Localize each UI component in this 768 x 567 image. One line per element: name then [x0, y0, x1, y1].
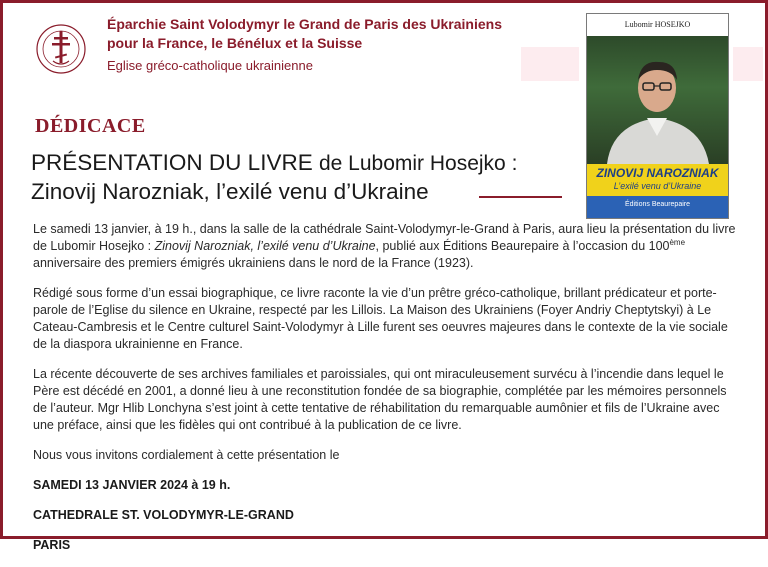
- article-body: [33, 221, 743, 567]
- cover-book-subtitle: L’exilé venu d’Ukraine: [613, 181, 702, 191]
- paragraph-1-text-c: anniversaire des premiers émigrés ukrainiens dans le nord de la France (1923).: [33, 256, 474, 270]
- section-label: DÉDICACE: [35, 115, 146, 137]
- org-church-name: Eglise gréco-catholique ukrainienne: [107, 58, 313, 73]
- title-main: PRÉSENTATION DU LIVRE: [31, 150, 319, 175]
- paragraph-2: Rédigé sous forme d’un essai biographique, ce livre raconte la vie d’un prêtre gréco-catholique, brillant prédicateur et porte-parole de l’Eglise du silence en Ukraine, respecté par les Lillois. La Maison des Ukrainiens (Foyer Andriy Cheptytskyi) à Le Cateau-Cambresis et le Centre culturel Saint-Volodymyr à Lille furent ses oeuvres majeures dans le contexte de la vie sociale de la diaspora ukrainienne en France.: [33, 286, 728, 351]
- paragraph-1-text-b: , publié aux Éditions Beaurepaire à l’occasion du 100: [375, 239, 670, 253]
- ordinal-suffix: ème: [669, 237, 686, 247]
- org-name-line2: pour la France, le Bénélux et la Suisse: [107, 35, 363, 51]
- paragraph-3: La récente découverte de ses archives familiales et paroissiales, qui ont miraculeusement survécu à l’incendie dans lequel le Père est décédé en 2001, a donné lieu à une reconstitution fondée de sa biographie, complétée par les mémoires personnels de l’auteur. Mgr Hlib Lonchyna s’est joint à cette tentative de réhabilitation du remarquable aumônier et fils de l’Ukraine avec une préface, ainsi que les fidèles qui ont contribué à la publication de ce livre.: [33, 367, 727, 432]
- event-date-time: SAMEDI 13 JANVIER 2024 à 19 h.: [33, 478, 231, 492]
- event-city: PARIS: [33, 538, 71, 552]
- eparchy-seal-icon: [35, 15, 87, 87]
- paragraph-4: Nous vous invitons cordialement à cette présentation le: [33, 448, 340, 462]
- portrait-image: [587, 36, 728, 164]
- header-decor-bar: [521, 47, 579, 81]
- cover-author: Lubomir HOSEJKO: [624, 20, 691, 29]
- paragraph-1: [33, 221, 743, 272]
- title-author: de Lubomir Hosejko :: [318, 152, 518, 175]
- page-title-line2: Zinovij Narozniak, l’exilé venu d’Ukraine: [31, 179, 429, 204]
- header-decor-bar-right: [733, 47, 763, 81]
- page-title-line1: [31, 149, 517, 178]
- paragraph-1-text: Le samedi 13 janvier, à 19 h., dans la salle de la cathédrale Saint-Volodymyr-le-Grand à Paris, aura lieu la présentation du livre de Lubomir Hosejko :: [33, 222, 736, 253]
- event-venue: CATHEDRALE ST. VOLODYMYR-LE-GRAND: [33, 508, 294, 522]
- cover-book-title: ZINOVIJ NAROZNIAK: [596, 166, 719, 180]
- cover-photo: [587, 36, 728, 164]
- book-title-italic: Zinovij Narozniak, l’exilé venu d’Ukraine: [154, 239, 376, 253]
- title-underline: [479, 196, 562, 198]
- org-name-line1: Éparchie Saint Volodymyr le Grand de Paris des Ukrainiens: [107, 16, 502, 32]
- cover-publisher: Éditions Beaurepaire: [625, 201, 690, 208]
- book-cover: [586, 13, 729, 219]
